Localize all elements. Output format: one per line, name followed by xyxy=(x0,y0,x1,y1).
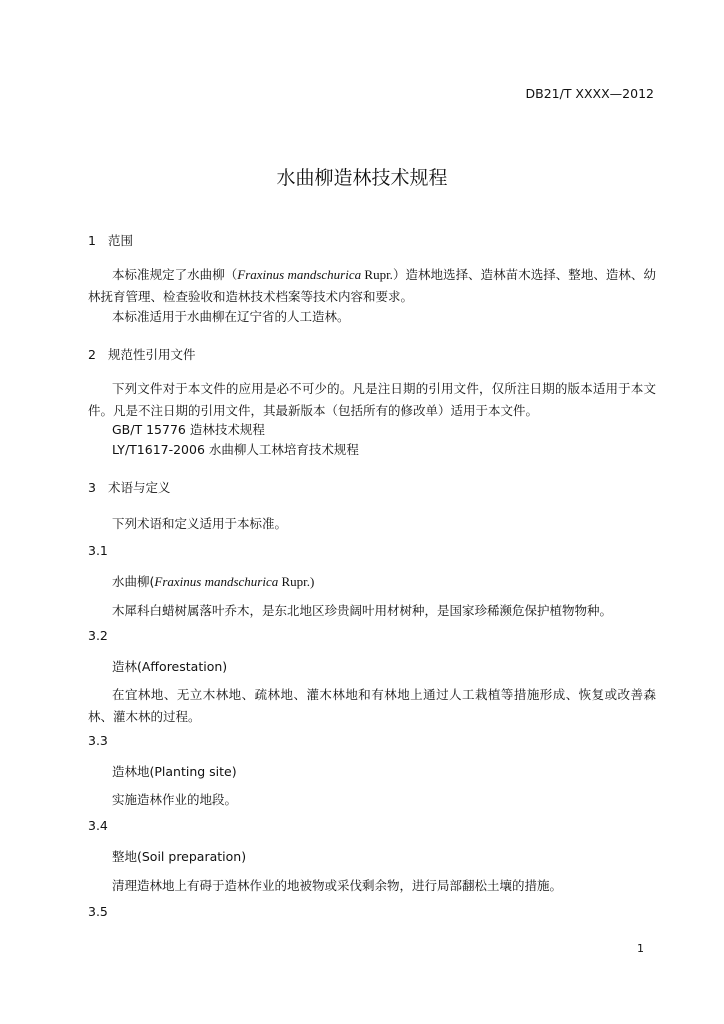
section-title: 规范性引用文件 xyxy=(108,347,196,362)
term-title xyxy=(112,572,314,590)
document-code: DB21/T XXXX—2012 xyxy=(525,86,654,101)
term-title: 整地(Soil preparation) xyxy=(112,849,247,864)
term-definition: 实施造林作业的地段。 xyxy=(112,792,238,807)
text-span: 水曲柳( xyxy=(112,574,155,589)
section-number: 2 xyxy=(88,347,96,362)
section-heading-1 xyxy=(88,231,133,249)
section-heading-2 xyxy=(88,345,196,363)
section-title: 术语与定义 xyxy=(108,480,171,495)
term-title: 造林(Afforestation) xyxy=(112,659,228,674)
latin-name: Fraxinus mandschurica xyxy=(154,574,279,589)
section-number: 3 xyxy=(88,480,96,495)
clause-number: 3.5 xyxy=(88,904,108,919)
text-span: 本标准规定了水曲柳（ xyxy=(112,267,238,282)
page-number: 1 xyxy=(637,942,644,955)
clause-number: 3.4 xyxy=(88,818,108,833)
term-definition: 木犀科白蜡树属落叶乔木，是东北地区珍贵阔叶用材树种，是国家珍稀濒危保护植物物种。 xyxy=(112,603,613,618)
paragraph-references-intro: 下列文件对于本文件的应用是必不可少的。凡是注日期的引用文件，仅所注日期的版本适用于本文件。凡是不注日期的引用文件，其最新版本（包括所有的修改单）适用于本文件。 xyxy=(88,381,656,418)
term-definition: 清理造林地上有碍于造林作业的地被物或采伐剩余物，进行局部翻松土壤的措施。 xyxy=(112,878,563,893)
clause-number: 3.1 xyxy=(88,543,108,558)
paragraph-scope xyxy=(88,264,656,308)
section-number: 1 xyxy=(88,233,96,248)
section-title: 范围 xyxy=(108,233,134,248)
clause-number: 3.3 xyxy=(88,733,108,748)
section-heading-3 xyxy=(88,478,171,496)
latin-name: Fraxinus mandschurica xyxy=(237,267,362,282)
reference-item: LY/T1617-2006 水曲柳人工林培育技术规程 xyxy=(112,442,359,457)
text-span: ）造林地选择、造林苗木选择、整地、造林、幼林抚育管理、检查验收和造林技术档案等技术内容和要求。 xyxy=(88,267,656,304)
clause-number: 3.2 xyxy=(88,628,108,643)
document-title: 水曲柳造林技术规程 xyxy=(276,167,448,189)
paragraph-applicability: 本标准适用于水曲柳在辽宁省的人工造林。 xyxy=(112,309,350,324)
term-definition: 在宜林地、无立木林地、疏林地、灌木林地和有林地上通过人工栽植等措施形成、恢复或改善森林、灌木林的过程。 xyxy=(88,687,656,724)
term-title: 造林地(Planting site) xyxy=(112,764,237,779)
reference-item: GB/T 15776 造林技术规程 xyxy=(112,422,265,437)
author-abbrev: Rupr. xyxy=(361,267,393,282)
paragraph-terms-intro: 下列术语和定义适用于本标准。 xyxy=(112,516,288,531)
author-abbrev: Rupr.) xyxy=(278,574,315,589)
